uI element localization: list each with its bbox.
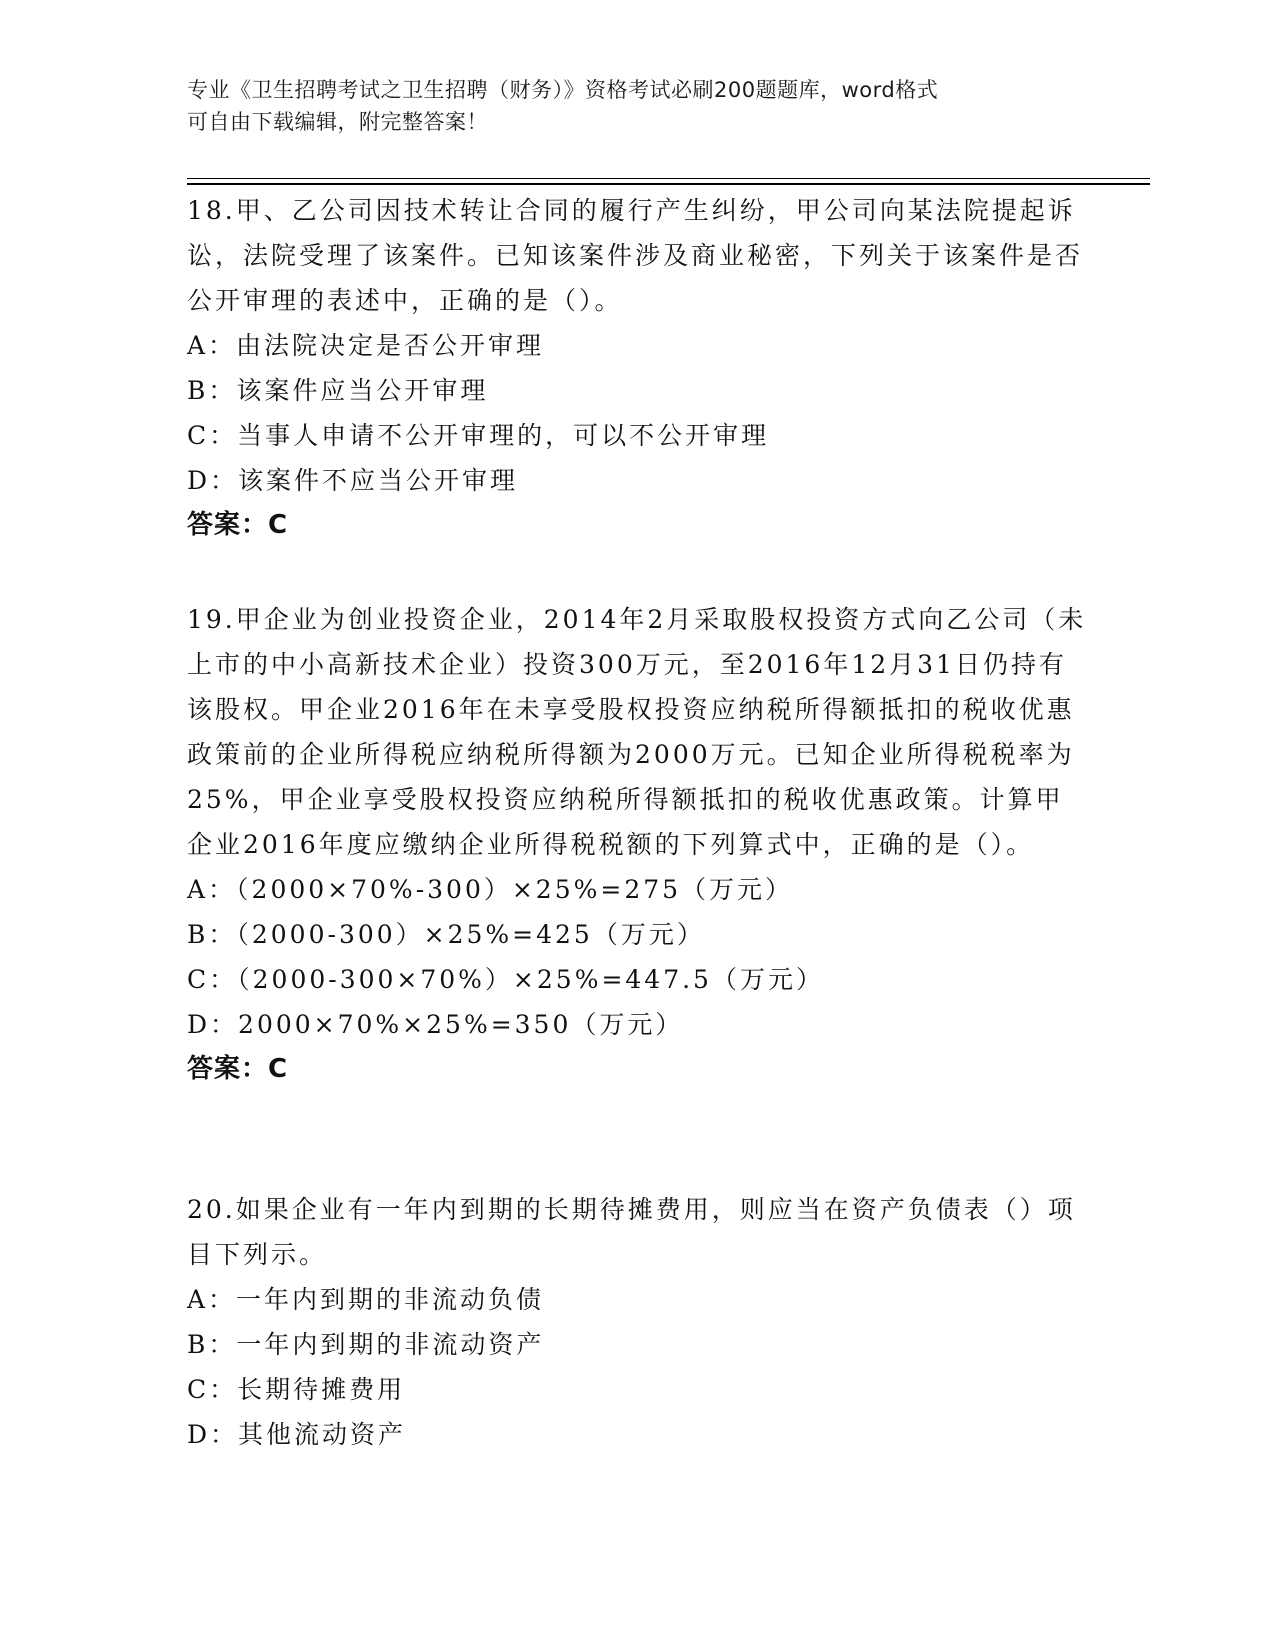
option-a: A：（2000×70%-300）×25%=275（万元） (187, 875, 794, 904)
question-18 (187, 188, 1087, 548)
question-stem: 20.如果企业有一年内到期的长期待摊费用，则应当在资产负债表（）项目下列示。 (187, 1195, 1076, 1269)
option-c: C：长期待摊费用 (187, 1375, 406, 1404)
question-19 (187, 597, 1087, 1092)
header-title-line-2: 可自由下载编辑，附完整答案！ (187, 110, 488, 134)
header-title-line-1: 专业《卫生招聘考试之卫生招聘（财务）》资格考试必刷200题题库，word格式 (187, 78, 939, 102)
option-d: D：2000×70%×25%=350（万元） (187, 1010, 684, 1039)
option-a: A：一年内到期的非流动负债 (187, 1285, 545, 1314)
question-20 (187, 1187, 1087, 1457)
answer: 答案：C (187, 1054, 289, 1084)
question-stem: 19.甲企业为创业投资企业，2014年2月采取股权投资方式向乙公司（未上市的中小高新技术企业）投资300万元，至2016年12月31日仍持有该股权。甲企业2016年在未享受股权投资应纳税所得额抵扣的税收优惠政策前的企业所得税应纳税所得额为2000万元。已知企业所得税税率为25%，甲企业享受股权投资应纳税所得额抵扣的税收优惠政策。计算甲企业2016年度应缴纳企业所得税税额的下列算式中，正确的是（）。 (187, 605, 1087, 859)
option-d: D：其他流动资产 (187, 1420, 407, 1449)
answer: 答案：C (187, 510, 289, 540)
question-stem: 18.甲、乙公司因技术转让合同的履行产生纠纷，甲公司向某法院提起诉讼，法院受理了该案件。已知该案件涉及商业秘密，下列关于该案件是否公开审理的表述中，正确的是（）。 (187, 196, 1084, 315)
option-d: D：该案件不应当公开审理 (187, 466, 519, 495)
option-b: B：该案件应当公开审理 (187, 376, 489, 405)
header-divider-thick (187, 183, 1150, 185)
option-b: B：一年内到期的非流动资产 (187, 1330, 545, 1359)
option-c: C：当事人申请不公开审理的，可以不公开审理 (187, 421, 770, 450)
option-b: B：（2000-300）×25%=425（万元） (187, 920, 705, 949)
option-a: A：由法院决定是否公开审理 (187, 331, 545, 360)
document-header (187, 74, 1087, 138)
header-divider-thin (187, 178, 1150, 179)
option-c: C：（2000-300×70%）×25%=447.5（万元） (187, 965, 824, 994)
